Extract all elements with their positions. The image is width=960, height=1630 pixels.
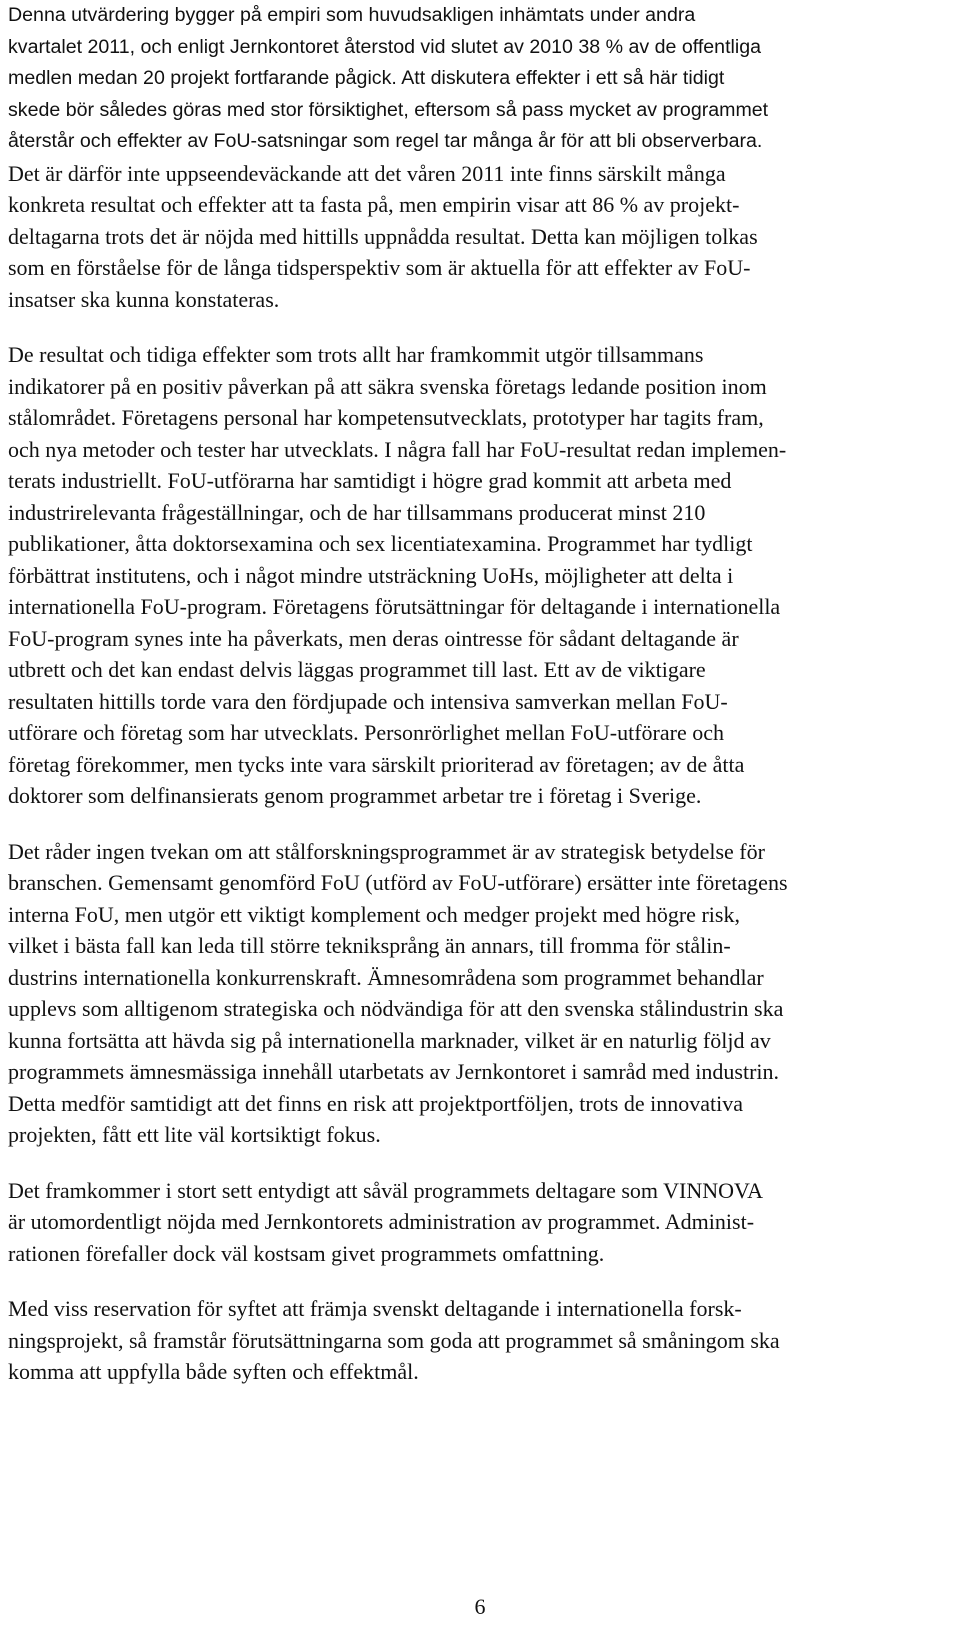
paragraph xyxy=(8,0,952,315)
text-line: ningsprojekt, så framstår förutsättningarna som goda att programmet så småningom ska xyxy=(8,1327,780,1353)
text-line: deltagarna trots det är nöjda med hittills uppnådda resultat. Detta kan möjligen tolkas xyxy=(8,223,758,249)
text-line: förbättrat institutens, och i något mindre utsträckning UoHs, möjligheter att delta i xyxy=(8,562,734,588)
text-line: kvartalet 2011, och enligt Jernkontoret återstod vid slutet av 2010 38 % av de offentliga xyxy=(8,35,762,58)
text-line: programmets ämnesmässiga innehåll utarbetats av Jernkontoret i samråd med industrin. xyxy=(8,1059,780,1084)
text-line: upplevs som alltigenom strategiska och nödvändiga för att den svenska stålindustrin ska xyxy=(8,996,784,1021)
text-line: dustrins internationella konkurrenskraft. Ämnesområdena som programmet behandlar xyxy=(8,964,764,990)
text-line: FoU-program synes inte ha påverkats, men deras ointresse för sådant deltagande är xyxy=(8,625,739,651)
text-line: Det är därför inte uppseendeväckande att det våren 2011 inte finns särskilt många xyxy=(8,160,726,186)
text-line: terats industriellt. FoU-utförarna har samtidigt i högre grad kommit att arbeta med xyxy=(8,468,732,493)
text-line: medlen medan 20 projekt fortfarande pågick. Att diskutera effekter i ett så här tidigt xyxy=(8,67,725,89)
text-line: Detta medför samtidigt att det finns en risk att projektportföljen, trots de innovativa xyxy=(8,1090,743,1116)
text-line: skede bör således göras med stor försiktighet, eftersom så pass mycket av programmet xyxy=(8,98,769,121)
text-line: insatser ska kunna konstateras. xyxy=(8,286,280,312)
text-line: industrirelevanta frågeställningar, och de har tillsammans producerat minst 210 xyxy=(8,499,706,525)
text-line: stålområdet. Företagens personal har kompetensutvecklats, prototyper har tagits fram, xyxy=(8,405,764,430)
text-line: återstår och effekter av FoU-satsningar som regel tar många år för att bli observerbara. xyxy=(8,130,763,152)
text-line: interna FoU, men utgör ett viktigt komplement och medger projekt med högre risk, xyxy=(8,901,740,927)
text-line: komma att uppfylla både syften och effektmål. xyxy=(8,1359,419,1384)
text-line: projekten, fått ett lite väl kortsiktigt fokus. xyxy=(8,1122,381,1147)
text-line: och nya metoder och tester har utvecklats. I några fall har FoU-resultat redan implemen- xyxy=(8,436,787,462)
text-line: resultaten hittills torde vara den fördjupade och intensiva samverkan mellan FoU- xyxy=(8,688,728,714)
paragraph xyxy=(8,1293,952,1388)
text-line: doktorer som delfinansierats genom programmet arbetar tre i företag i Sverige. xyxy=(8,783,702,808)
text-line: som en förståelse för de långa tidsperspektiv som är aktuella för att effekter av FoU- xyxy=(8,255,751,280)
text-line: branschen. Gemensamt genomförd FoU (utförd av FoU-utförare) ersätter inte företagens xyxy=(8,870,788,895)
text-line: Det framkommer i stort sett entydigt att såväl programmets deltagare som VINNOVA xyxy=(8,1177,763,1203)
text-line: publikationer, åtta doktorsexamina och sex licentiatexamina. Programmet har tydligt xyxy=(8,531,753,556)
text-line: är utomordentligt nöjda med Jernkontorets administration av programmet. Administ- xyxy=(8,1209,755,1234)
paragraph xyxy=(8,1175,952,1270)
paragraph-list xyxy=(8,0,952,1388)
text-line: Med viss reservation för syftet att främja svenskt deltagande i internationella forsk- xyxy=(8,1296,742,1321)
text-line: internationella FoU-program. Företagens förutsättningar för deltagande i internationella xyxy=(8,594,781,619)
text-line: indikatorer på en positiv påverkan på att säkra svenska företags ledande position inom xyxy=(8,373,767,399)
paragraph xyxy=(8,339,952,812)
text-line: Det råder ingen tvekan om att stålforskningsprogrammet är av strategisk betydelse för xyxy=(8,838,765,864)
text-line: utbrett och det kan endast delvis läggas programmet till last. Ett av de viktigare xyxy=(8,657,706,682)
document-body xyxy=(8,0,952,1412)
text-line: Denna utvärdering bygger på empiri som huvudsakligen inhämtats under andra xyxy=(8,4,696,26)
text-line: företag förekommer, men tycks inte vara särskilt prioriterad av företagen; av de åtta xyxy=(8,751,745,777)
text-line: konkreta resultat och effekter att ta fasta på, men empirin visar att 86 % av projekt- xyxy=(8,192,740,217)
text-line: rationen förefaller dock väl kostsam givet programmets omfattning. xyxy=(8,1240,605,1266)
page-number: 6 xyxy=(474,1594,486,1619)
text-line: kunna fortsätta att hävda sig på internationella marknader, vilket är en naturlig följd av xyxy=(8,1027,771,1053)
paragraph xyxy=(8,836,952,1151)
text-line: utförare och företag som har utvecklats. Personrörlighet mellan FoU-utförare och xyxy=(8,720,724,745)
text-line: vilket i bästa fall kan leda till större tekniksprång än annars, till fromma för stålin- xyxy=(8,933,731,958)
text-line: De resultat och tidiga effekter som trots allt har framkommit utgör tillsammans xyxy=(8,342,704,367)
